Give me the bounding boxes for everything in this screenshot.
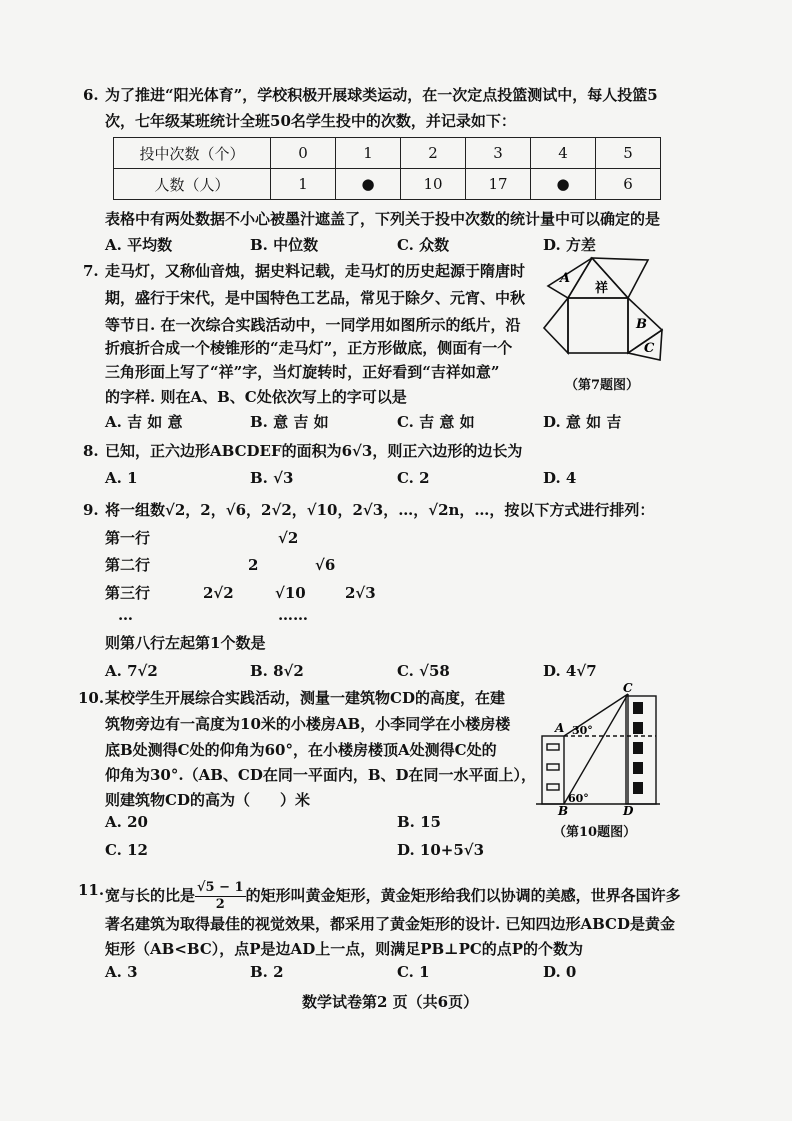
q8-option-d: D. 4 — [543, 469, 577, 487]
q9-row2-item: √6 — [315, 556, 336, 574]
q11-line3: 矩形（AB<BC），点P是边AD上一点，则满足PB⊥PC的点P的个数为 — [105, 940, 584, 958]
q10-line2: 筑物旁边有一高度为10米的小楼房AB，小李同学在小楼房楼 — [105, 715, 511, 733]
q7-option-b: B. 意 吉 如 — [250, 413, 329, 431]
q9-question: 则第八行左起第1个数是 — [105, 634, 266, 652]
q6-line1: 为了推进“阳光体育”，学校积极开展球类运动，在一次定点投篮测试中，每人投篮5 — [105, 86, 658, 104]
table-row — [114, 138, 661, 169]
tall-building-windows — [633, 702, 643, 794]
q9-row1-item: √2 — [278, 529, 299, 547]
ink-blot-cell: ● — [336, 169, 401, 200]
net-label-c: C — [644, 341, 655, 356]
q10-option-b: B. 15 — [397, 813, 441, 831]
table-cell: 6 — [596, 169, 661, 200]
table-cell: 4 — [531, 138, 596, 169]
q9-option-b: B. 8√2 — [250, 662, 304, 680]
q8-option-a: A. 1 — [105, 469, 138, 487]
label-c: C — [623, 681, 633, 695]
q9-option-d: D. 4√7 — [543, 662, 597, 680]
q7-option-a: A. 吉 如 意 — [105, 413, 183, 431]
q9-row3-item: √10 — [275, 584, 306, 602]
q9-ellipsis-items: …… — [278, 606, 308, 624]
net-label-a: A — [560, 271, 571, 286]
q7-figure-caption: （第7题图） — [565, 378, 640, 393]
q9-row2-item: 2 — [248, 556, 259, 574]
table-row — [114, 169, 661, 200]
table-cell: 1 — [336, 138, 401, 169]
q6-line3: 表格中有两处数据不小心被墨汁遮盖了，下列关于投中次数的统计量中可以确定的是 — [105, 210, 661, 228]
q9-number: 9. — [83, 501, 99, 519]
label-b: B — [558, 804, 569, 815]
table-cell: 5 — [596, 138, 661, 169]
q7-line2: 期，盛行于宋代，是中国特色工艺品，常见于除夕、元宵、中秋 — [105, 289, 526, 307]
net-triangle-left — [544, 298, 568, 353]
q6-option-b: B. 中位数 — [250, 236, 319, 254]
q10-line5: 则建筑物CD的高为（ ）米 — [105, 791, 310, 809]
page-footer: 数学试卷第2 页（共6页） — [302, 993, 479, 1011]
ink-blot-cell: ● — [531, 169, 596, 200]
q9-row3-label: 第三行 — [105, 584, 151, 602]
table-cell: 10 — [401, 169, 466, 200]
q11-line1-start: 宽与长的比是 — [105, 886, 196, 905]
q10-line4: 仰角为30°.（AB、CD在同一平面内，B、D在同一水平面上）， — [105, 766, 537, 784]
q11-line1-end: 的矩形叫黄金矩形，黄金矩形给我们以协调的美感，世界各国许多 — [245, 886, 681, 905]
q11-option-c: C. 1 — [397, 963, 430, 981]
table-cell: 3 — [466, 138, 531, 169]
q9-stem: 将一组数√2，2，√6，2√2，√10，2√3，…，√2n，…，按以下方式进行排列： — [105, 501, 655, 519]
q7-line5: 三角形面上写了“祥”字，当灯旋转时，正好看到“吉祥如意” — [105, 363, 500, 381]
q6-option-d: D. 方差 — [543, 236, 596, 254]
net-label-xiang: 祥 — [595, 281, 609, 296]
q8-option-c: C. 2 — [397, 469, 430, 487]
table-row-label: 人数（人） — [114, 169, 271, 200]
q9-row1-label: 第一行 — [105, 529, 151, 547]
table-cell: 2 — [401, 138, 466, 169]
q11-number: 11. — [78, 881, 105, 899]
q6-number: 6. — [83, 86, 99, 104]
q8-option-b: B. √3 — [250, 469, 294, 487]
q9-row3-item: 2√3 — [345, 584, 376, 602]
angle-60: 60° — [568, 792, 589, 805]
q7-option-d: D. 意 如 吉 — [543, 413, 622, 431]
q9-row3-item: 2√2 — [203, 584, 234, 602]
golden-ratio-fraction — [195, 880, 246, 913]
q7-option-c: C. 吉 意 如 — [397, 413, 475, 431]
q10-option-d: D. 10+5√3 — [397, 841, 485, 859]
q7-line4: 折痕折合成一个棱锥形的“走马灯”，正方形做底，侧面有一个 — [105, 339, 513, 357]
q9-option-c: C. √58 — [397, 662, 450, 680]
small-building-windows — [547, 744, 559, 790]
q9-row2-label: 第二行 — [105, 556, 151, 574]
net-label-b: B — [636, 317, 647, 332]
q6-option-a: A. 平均数 — [105, 236, 173, 254]
q7-line6: 的字样. 则在A、B、C处依次写上的字可以是 — [105, 388, 407, 406]
fraction-denominator: 2 — [215, 897, 225, 912]
q10-option-a: A. 20 — [105, 813, 148, 831]
q11-option-a: A. 3 — [105, 963, 138, 981]
q10-line3: 底B处测得C处的仰角为60°，在小楼房楼顶A处测得C处的 — [105, 741, 497, 759]
q10-building-figure — [528, 680, 668, 815]
q11-option-b: B. 2 — [250, 963, 284, 981]
q11-option-d: D. 0 — [543, 963, 577, 981]
q8-stem: 已知，正六边形ABCDEF的面积为6√3，则正六边形的边长为 — [105, 442, 523, 460]
q9-ellipsis-label: … — [118, 606, 133, 624]
sight-line-bc — [564, 694, 628, 804]
q10-figure-caption: （第10题图） — [553, 825, 637, 840]
q6-line2: 次，七年级某班统计全班50名学生投中的次数，并记录如下： — [105, 112, 516, 130]
q11-line1 — [105, 880, 681, 913]
q9-option-a: A. 7√2 — [105, 662, 158, 680]
q7-line1: 走马灯，又称仙音烛，据史料记载，走马灯的历史起源于隋唐时 — [105, 262, 526, 280]
q11-line2: 著名建筑为取得最佳的视觉效果，都采用了黄金矩形的设计. 已知四边形ABCD是黄金 — [105, 915, 675, 933]
q10-number: 10. — [78, 689, 105, 707]
table-cell: 17 — [466, 169, 531, 200]
table-cell: 0 — [271, 138, 336, 169]
fraction-numerator: √5 − 1 — [197, 880, 244, 895]
net-square-base — [568, 298, 628, 353]
q10-line1: 某校学生开展综合实践活动，测量一建筑物CD的高度，在建 — [105, 689, 505, 707]
q6-table — [113, 137, 661, 200]
angle-30: 30° — [572, 724, 593, 737]
q7-net-figure — [540, 250, 680, 375]
q8-number: 8. — [83, 442, 99, 460]
label-d: D — [623, 804, 634, 815]
table-header-label: 投中次数（个） — [114, 138, 271, 169]
table-cell: 1 — [271, 169, 336, 200]
q10-option-c: C. 12 — [105, 841, 148, 859]
q7-line3: 等节日. 在一次综合实践活动中，一同学用如图所示的纸片，沿 — [105, 316, 521, 334]
label-a: A — [555, 721, 565, 735]
q6-option-c: C. 众数 — [397, 236, 450, 254]
q7-number: 7. — [83, 262, 99, 280]
